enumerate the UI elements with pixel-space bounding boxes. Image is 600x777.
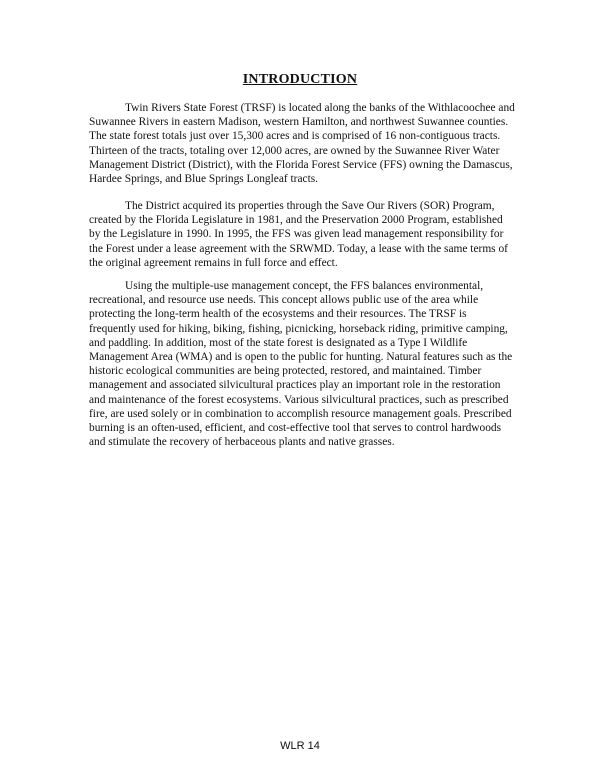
paragraph-acquisition: The District acquired its properties through the Save Our Rivers (SOR) Program, created by the Florida Legislature in 1981, and the Preservation 2000 Program, established by the Legislature in 1990. In 1995, the FFS was given lead management responsibility for the Forest under a lease agreement with the SRWMD. Today, a lease with the same terms of the original agreement remains in full force and effect. [89, 200, 508, 269]
page-number-footer: WLR 14 [280, 740, 320, 752]
page-title: INTRODUCTION [242, 72, 358, 87]
paragraph-management: Using the multiple-use management concept, the FFS balances environmental, recreational, and resource use needs. This concept allows public use of the area while protecting the long-term health of the ecosystems and their resources. The TRSF is frequently used for hiking, biking, fishing, picnicking, horseback riding, primitive camping, and paddling. In addition, most of the state forest is designated as a Type I Wildlife Management Area (WMA) and is open to the public for hunting. Natural features such as the historic ecological communities are being protected, restored, and maintained. Timber management and associated silvicultural practices play an important role in the restoration and maintenance of the forest ecosystems. Various silvicultural practices, such as prescribed fire, are used solely or in combination to accomplish resource management goals. Prescribed burning is an often-used, efficient, and cost-effective tool that serves to control hardwoods and stimulate the recovery of herbaceous plants and native grasses. [89, 280, 513, 449]
paragraph-intro-location: Twin Rivers State Forest (TRSF) is located along the banks of the Withlacoochee and Suwannee Rivers in eastern Madison, western Hamilton, and northwest Suwannee counties. The state forest totals just over 15,300 acres and is comprised of 16 non-contiguous tracts. Thirteen of the tracts, totaling over 12,000 acres, are owned by the Suwannee River Water Management District (District), with the Florida Forest Service (FFS) owning the Damascus, Hardee Springs, and Blue Springs Longleaf tracts. [89, 102, 515, 186]
